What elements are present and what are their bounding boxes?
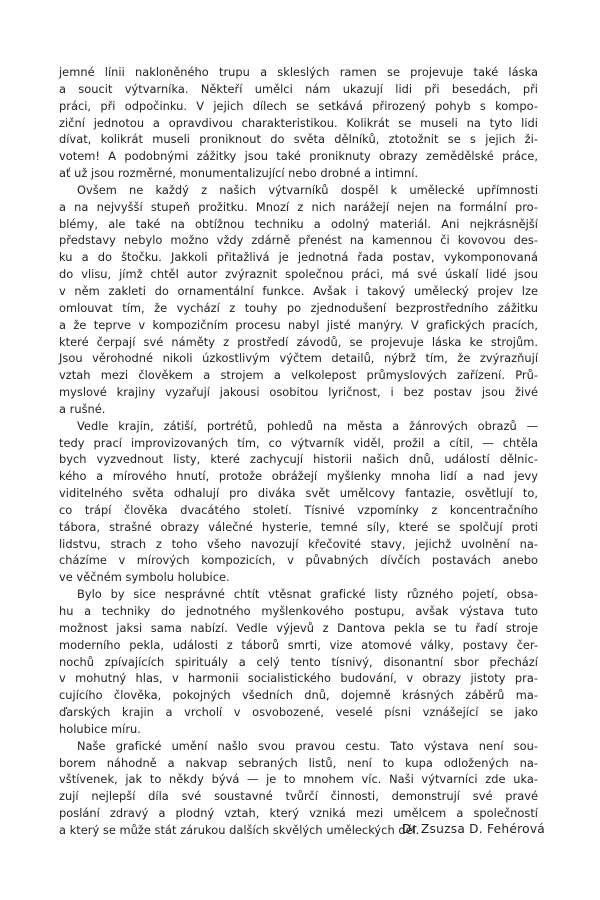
text-line: poslání zdravý a plodný vztah, který vzniká mezi umělcem a společností xyxy=(59,806,538,821)
text-line: hu a techniky do jednotného myšlenkového postupu, avšak výstava tuto xyxy=(59,604,538,618)
text-line: práci, při odpočinku. V jejich dílech se setkává přirozený pohyb s kompo- xyxy=(59,98,538,113)
text-line: představy nebylo možno vždy zdárně přenést na kamennou či kovovou des- xyxy=(59,233,538,248)
text-line: do vlisu, jímž chtěl autor zvýraznit společnou práci, má své úskalí lidé jsou xyxy=(59,267,538,282)
article-body xyxy=(59,64,538,839)
text-line: Bylo by sice nesprávné chtít vtěsnat grafické listy různého pojetí, obsa- xyxy=(77,587,538,602)
paragraph xyxy=(59,64,538,182)
text-line: votem! A podobnými zážitky jsou také proniknuty obrazy zemědělské práce, xyxy=(59,149,538,164)
text-line: tábora, strašné obrazy válečné hysterie, temné síly, které se spolčují proti xyxy=(59,519,538,534)
text-line: zují nejlepší díla své soustavné tvůrčí činnosti, demonstrují své pravé xyxy=(59,789,538,804)
text-line: holubice míru. xyxy=(59,721,141,736)
text-line: lidstvu, strach z toho všeho navozují křečovité stavy, jejichž uvolnění na- xyxy=(59,536,538,551)
text-line: kého a mírového hnutí, protože obrážejí myšlenky mnoha lidí a nad jevy xyxy=(59,469,538,484)
text-line: nochů zpívajících spirituály a celý tento tísnivý, disonantní sbor přechází xyxy=(59,654,538,669)
text-line: Vedle krajin, zátiší, portrétů, pohledů na města a žánrových obrazů — xyxy=(77,418,538,433)
text-line: Ovšem ne každý z našich výtvarníků dospěl k umělecké upřímnosti xyxy=(77,182,538,197)
text-line: co trápí člověka dvacátého století. Tísnivé vzpomínky z koncentračního xyxy=(59,502,538,517)
author-signature: Dr Zsuzsa D. Fehérová xyxy=(401,822,545,836)
text-line: vztah mezi člověkem a strojem a velkolepost průmyslových zařízení. Prů- xyxy=(59,368,538,383)
text-line: tedy prací improvizovaných tím, co výtvarník viděl, prožil a cítil, — chtěla xyxy=(59,435,538,450)
text-line: omlouvat tím, že vychází z touhy po zjednodušení bezprostředního zážitku xyxy=(59,300,538,315)
text-line: a soucit výtvarníka. Někteří umělci nám ukazují lidi při besedách, při xyxy=(59,81,538,96)
paragraph xyxy=(59,586,538,738)
text-line: a rušné. xyxy=(59,401,106,416)
text-line: cházíme v mírových kompozicích, v půvabných dívčích postavách anebo xyxy=(59,553,538,568)
text-line: v mohutný hlas, v harmonii socialistického budování, v obrazy jistoty pra- xyxy=(59,671,538,686)
text-line: Naše grafické umění našlo svou pravou cestu. Tato výstava není sou- xyxy=(77,738,538,753)
text-line: a na nejvyšší stupeň prožitku. Mnozí z nich narážejí nejen na formální pro- xyxy=(59,199,538,214)
paragraph xyxy=(59,182,538,418)
paragraph xyxy=(59,418,538,586)
text-line: dívat, kolikrát museli proniknout do světa dělníků, ztotožnit se s jejich ži- xyxy=(59,132,538,147)
text-line: vštívenek, jak to někdy bývá — je to mnohem víc. Naši výtvarníci zde uka- xyxy=(59,772,538,787)
text-line: ďarských krajin a vrcholí v osvobozené, veselé písni vznášející se jako xyxy=(59,705,538,720)
text-line: a že teprve v kompozičním procesu nabyl jisté manýry. V grafických pracích, xyxy=(59,317,538,332)
text-line: moderního pekla, události z táborů smrti, vize atomové války, postavy čer- xyxy=(59,637,538,652)
text-line: Jsou věrohodné nikoli úzkostlivým výčtem detailů, nýbrž tím, že zvýrazňují xyxy=(59,351,538,366)
text-line: jemné línii nakloněného trupu a skleslých ramen se projevuje také láska xyxy=(59,65,538,79)
text-line: ziční jednotou a opravdivou charakteristikou. Kolikrát se museli na tyto lidi xyxy=(59,115,538,130)
text-line: viditelného světa odhalují pro diváka svět umělcovy fantazie, osvětlují to, xyxy=(59,486,538,501)
text-line: myslové krajiny vyzařují jakousi osobitou lyričnost, i bez postav jsou živé xyxy=(59,385,538,400)
text-line: borem náhodně a nakvap sebraných listů, není to kupa odložených na- xyxy=(59,755,538,770)
text-line: v něm zakleti do ornamentální funkce. Avšak i takový umělecký projev lze xyxy=(59,283,538,298)
text-line: a který se může stát zárukou dalších skvělých uměleckých děl. xyxy=(59,822,420,837)
text-line: ku a do štočku. Jakkoli přitažlivá je jednotná řada postav, vykomponovaná xyxy=(59,250,538,265)
text-line: možnost jaksi sama nabízí. Vedle výjevů z Dantova pekla se tu řadí stroje xyxy=(59,620,538,635)
text-line: blémy, ale také na obtížnou techniku a odolný materiál. Ani nejkrásnější xyxy=(59,216,538,231)
text-line: cujícího člověka, pokojných všedních dnů, dojemně krásných záběrů ma- xyxy=(59,688,538,703)
text-line: ať už jsou rozměrné, monumentalizující nebo drobné a intimní. xyxy=(59,166,419,181)
text-line: které čerpají své náměty z prostředí závodů, se projevuje láska ke strojům. xyxy=(59,334,538,349)
text-line: bych vyzvednout listy, které zachycují historii našich dnů, událostí dělnic- xyxy=(59,452,538,467)
text-line: ve věčném symbolu holubice. xyxy=(59,570,230,585)
